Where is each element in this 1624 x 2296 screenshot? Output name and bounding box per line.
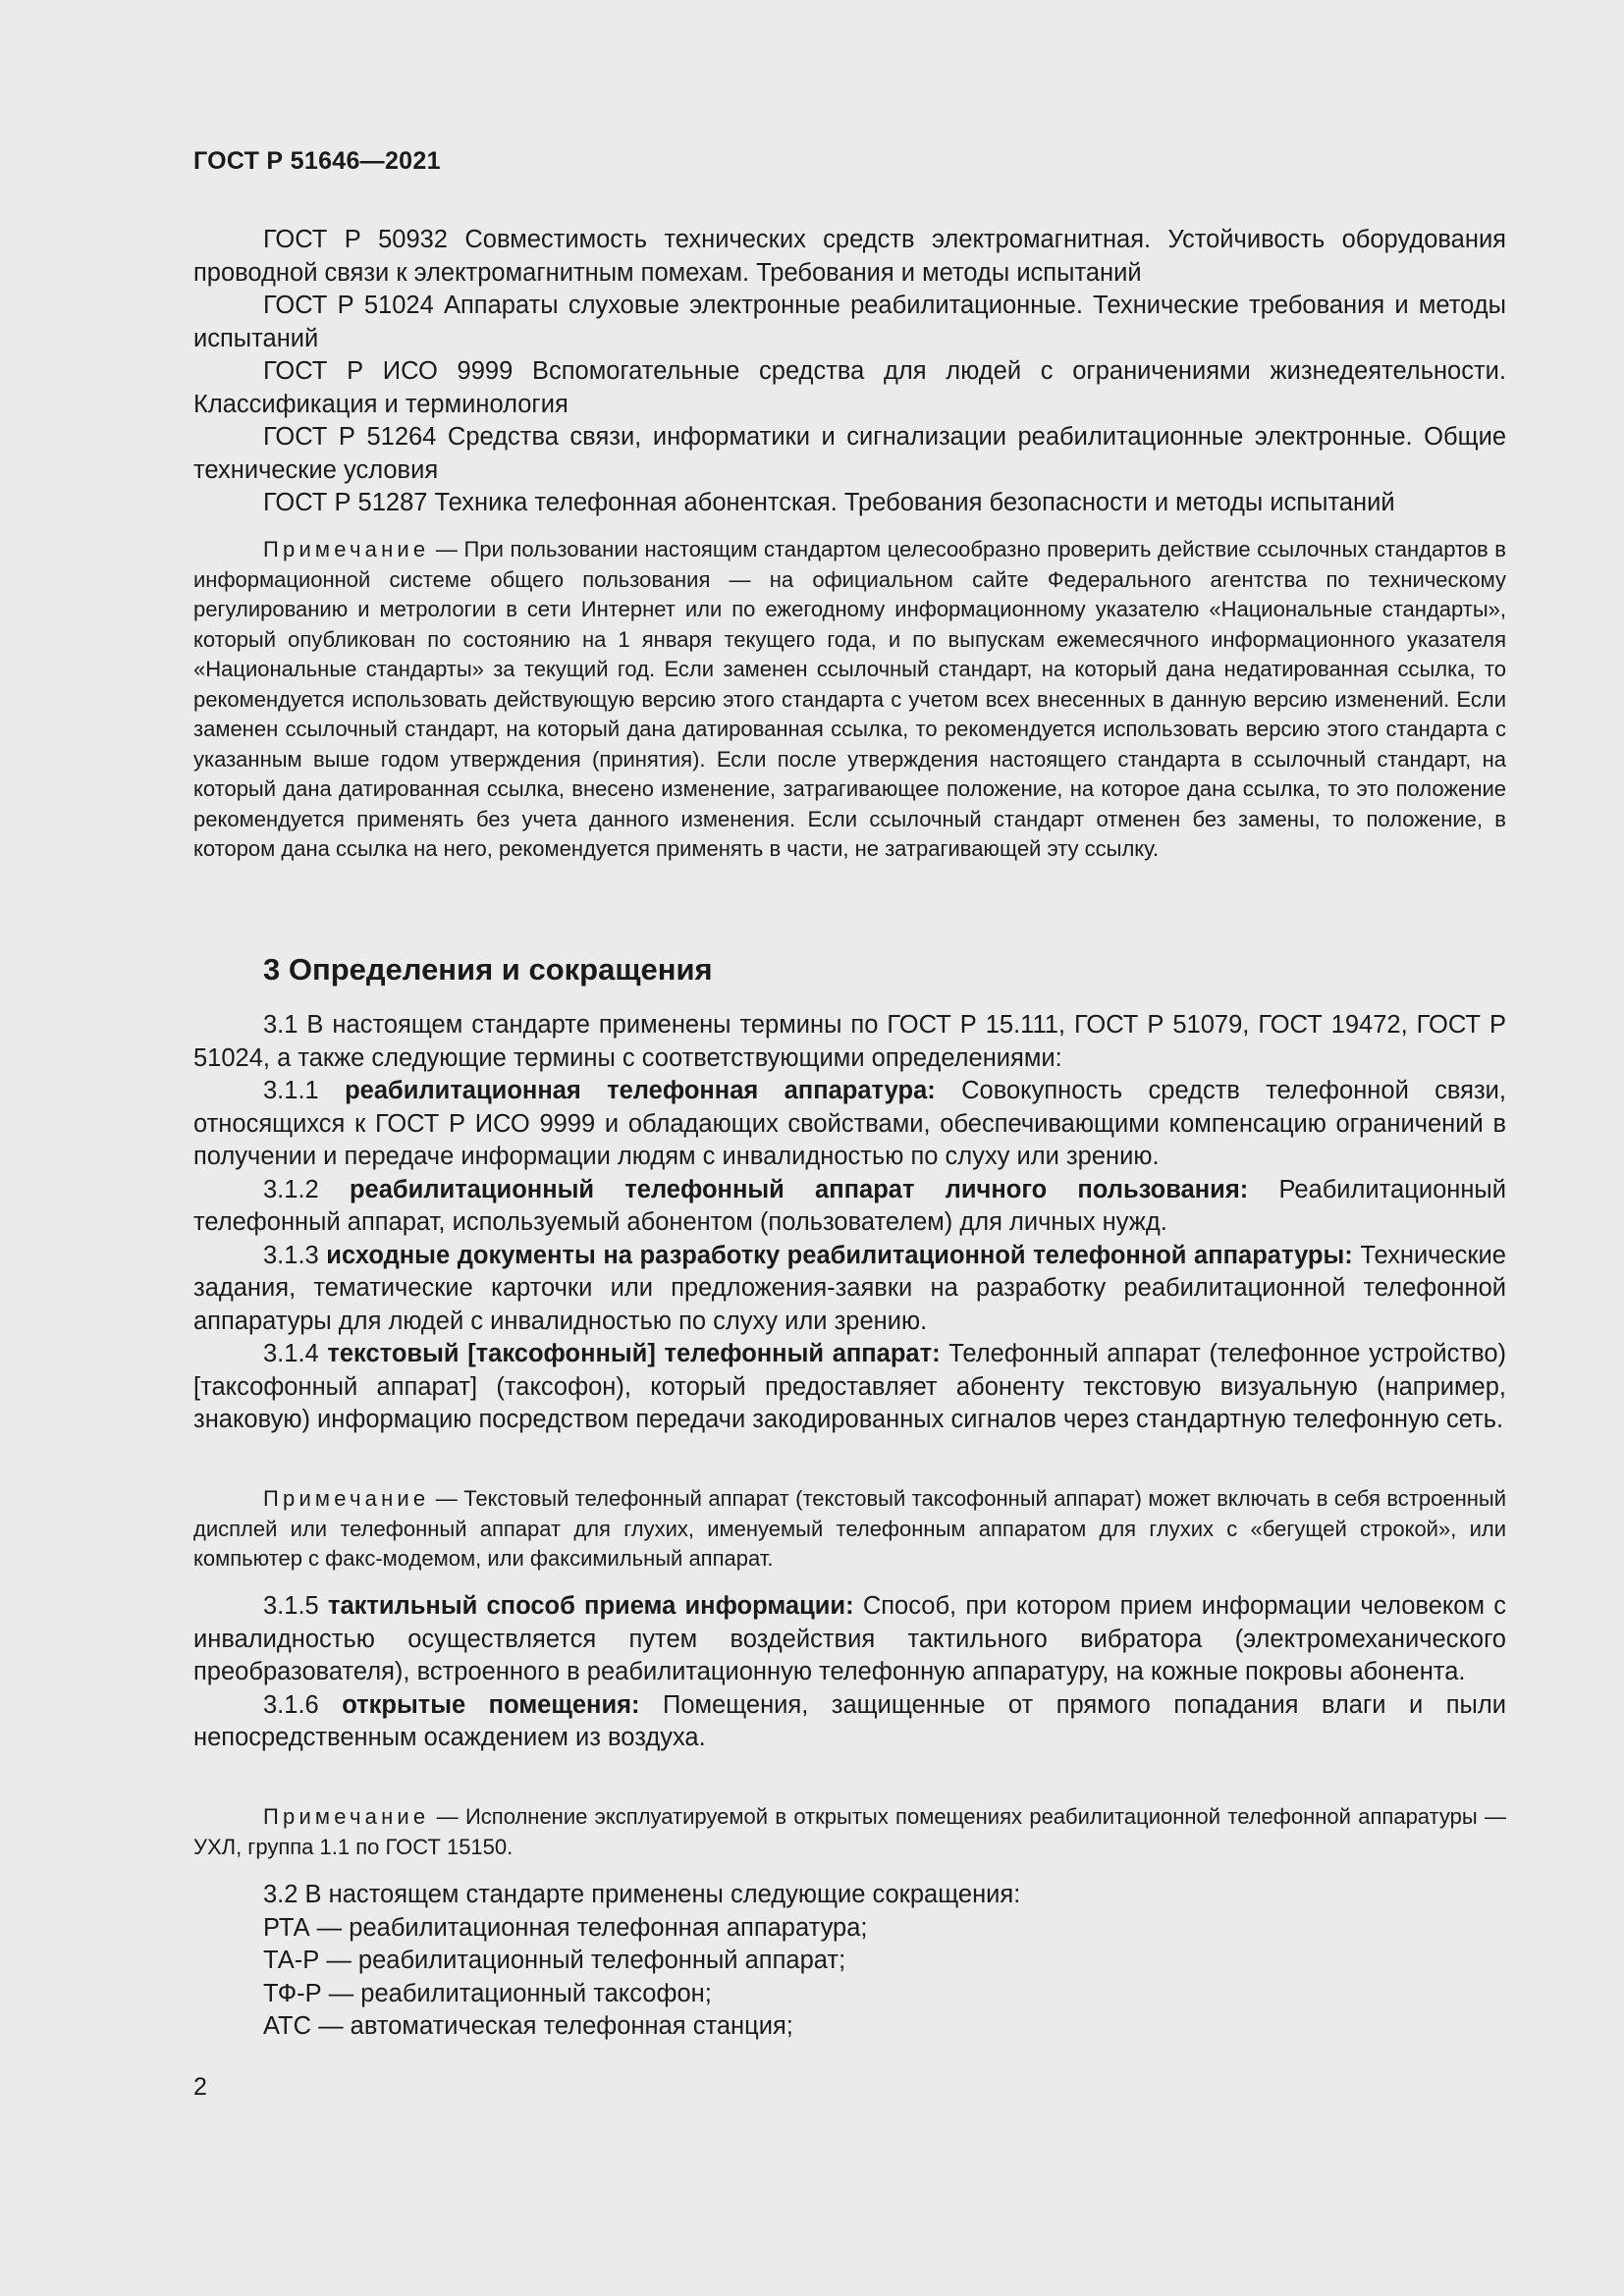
note-label: Примечание (263, 1804, 430, 1829)
note-paragraph (193, 1484, 1506, 1575)
definition-term: исходные документы на разработку реабилитационной телефонной аппаратуры: (326, 1241, 1353, 1269)
page-number: 2 (193, 2073, 207, 2101)
paragraph-3-1: 3.1 В настоящем стандарте применены термины по ГОСТ Р 15.111, ГОСТ Р 51079, ГОСТ 19472, ГОСТ Р 51024, а также следующие термины с соответствующими определениями: (193, 1011, 1506, 1072)
definition-term: реабилитационная телефонная аппаратура: (345, 1077, 936, 1104)
definition-term: тактильный способ приема информации: (327, 1592, 854, 1620)
definition-number: 3.1.3 (263, 1241, 327, 1269)
definition-text: Способ, при котором прием информации человеком с инвалидностью осуществляется путем воздействия тактильного вибратора (электромеханического преобразователя), встроенного в реабилитационную телефонную аппаратуру, на кожные покровы абонента. (193, 1592, 1506, 1685)
abbreviation-item: РТА — реабилитационная телефонная аппаратура; (263, 1913, 868, 1942)
paragraph-3-2: 3.2 В настоящем стандарте применены следующие сокращения: (263, 1881, 1021, 1908)
abbreviations-block (193, 1879, 1506, 2044)
note-paragraph (193, 1802, 1506, 1862)
definition-text: Совокупность средств телефонной связи, относящихся к ГОСТ Р ИСО 9999 и обладающих свойствами, обеспечивающими компенсацию ограничений в получении и передаче информации людям с инвалидностью по слуху или зрению. (193, 1077, 1507, 1170)
reference-item: ГОСТ Р ИСО 9999 Вспомогательные средства для людей с ограничениями жизнедеятельности. Классификация и терминология (193, 357, 1506, 418)
reference-item: ГОСТ Р 50932 Совместимость технических средств электромагнитная. Устойчивость оборудования проводной связи к электромагнитным помехам. Требования и методы испытаний (193, 226, 1506, 287)
definition-text: Реабилитационный телефонный аппарат, используемый абонентом (пользователем) для личных нужд. (193, 1175, 1507, 1236)
reference-item: ГОСТ Р 51264 Средства связи, информатики и сигнализации реабилитационные электронные. Общие технические условия (193, 423, 1506, 484)
definitions-block-2 (193, 1590, 1506, 1755)
definition-number: 3.1.6 (263, 1690, 343, 1719)
definition-term: открытые помещения: (342, 1690, 640, 1719)
definition-note-3-1-4 (193, 1484, 1506, 1575)
definition-text: Технические задания, тематические карточки или предложения-заявки на разработку реабилитационной телефонной аппаратуры для людей с инвалидностью по слуху или зрению. (193, 1241, 1506, 1335)
abbreviation-item: ТФ-Р — реабилитационный таксофон; (263, 1979, 712, 2007)
abbreviation-item: АТС — автоматическая телефонная станция; (263, 2012, 793, 2040)
abbreviation-item: ТА-Р — реабилитационный телефонный аппарат; (263, 1947, 846, 1974)
reference-item: ГОСТ Р 51024 Аппараты слуховые электронные реабилитационные. Технические требования и методы испытаний (193, 292, 1506, 352)
definitions-block (193, 1009, 1506, 1437)
definition-text: Помещения, защищенные от прямого попадания влаги и пыли непосредственным осаждением из воздуха. (193, 1690, 1506, 1751)
definition-3-1-2 (193, 1174, 1506, 1240)
definition-3-1-5 (193, 1590, 1506, 1689)
definition-3-1-4 (193, 1338, 1506, 1437)
definition-number: 3.1.4 (263, 1340, 328, 1367)
reference-item: ГОСТ Р 51287 Техника телефонная абонентская. Требования безопасности и методы испытаний (263, 489, 1395, 516)
note-text: — Текстовый телефонный аппарат (текстовый таксофонный аппарат) может включать в себя встроенный дисплей или телефонный аппарат для глухих, именуемый телефонным аппаратом для глухих с «бегущей строкой», или компьютер с факс-модемом, или факсимильный аппарат. (193, 1486, 1506, 1571)
note-text: — Исполнение эксплуатируемой в открытых помещениях реабилитационной телефонной аппаратуры — УХЛ, группа 1.1 по ГОСТ 15150. (193, 1804, 1506, 1859)
definition-3-1-6 (193, 1689, 1506, 1755)
note-label: Примечание (263, 1486, 430, 1511)
normative-references (193, 224, 1506, 520)
definition-number: 3.1.2 (263, 1175, 350, 1203)
definition-term: текстовый [таксофонный] телефонный аппарат: (327, 1340, 941, 1367)
definition-note-3-1-6 (193, 1802, 1506, 1862)
definition-3-1-1 (193, 1075, 1506, 1174)
note-paragraph (193, 535, 1506, 865)
note-label: Примечание (263, 537, 430, 561)
note-text: — При пользовании настоящим стандартом целесообразно проверить действие ссылочных стандартов в информационной системе общего пользования — на официальном сайте Федерального агентства по техническому регулированию и метрологии в сети Интернет или по ежегодному информационному указателю «Национальные стандарты», который опубликован по состоянию на 1 января текущего года, и по выпускам ежемесячного информационного указателя «Национальные стандарты» за текущий год. Если заменен ссылочный стандарт, на который дана недатированная ссылка, то рекомендуется использовать действующую версию этого стандарта с учетом всех внесенных в данную версию изменений. Если заменен ссылочный стандарт, на который дана датированная ссылка, то рекомендуется использовать версию этого стандарта с указанным выше годом утверждения (принятия). Если после утверждения настоящего стандарта в ссылочный стандарт, на который дана датированная ссылка, внесено изменение, затрагивающее положение, на которое дана ссылка, то это положение рекомендуется применять без учета данного изменения. Если ссылочный стандарт отменен без замены, то положение, в котором дана ссылка на него, рекомендуется применять в части, не затрагивающей эту ссылку. (193, 537, 1506, 861)
definition-3-1-3 (193, 1240, 1506, 1339)
definition-number: 3.1.1 (263, 1077, 346, 1104)
document-header: ГОСТ Р 51646—2021 (193, 147, 441, 175)
definition-term: реабилитационный телефонный аппарат личного пользования: (349, 1175, 1249, 1203)
definition-number: 3.1.5 (263, 1592, 328, 1620)
references-note (193, 535, 1506, 865)
definition-text: Телефонный аппарат (телефонное устройство) [таксофонный аппарат] (таксофон), который предоставляет абоненту текстовую визуальную (например, знаковую) информацию посредством передачи закодированных сигналов через стандартную телефонную сеть. (193, 1340, 1506, 1433)
section-title: 3 Определения и сокращения (263, 952, 713, 987)
